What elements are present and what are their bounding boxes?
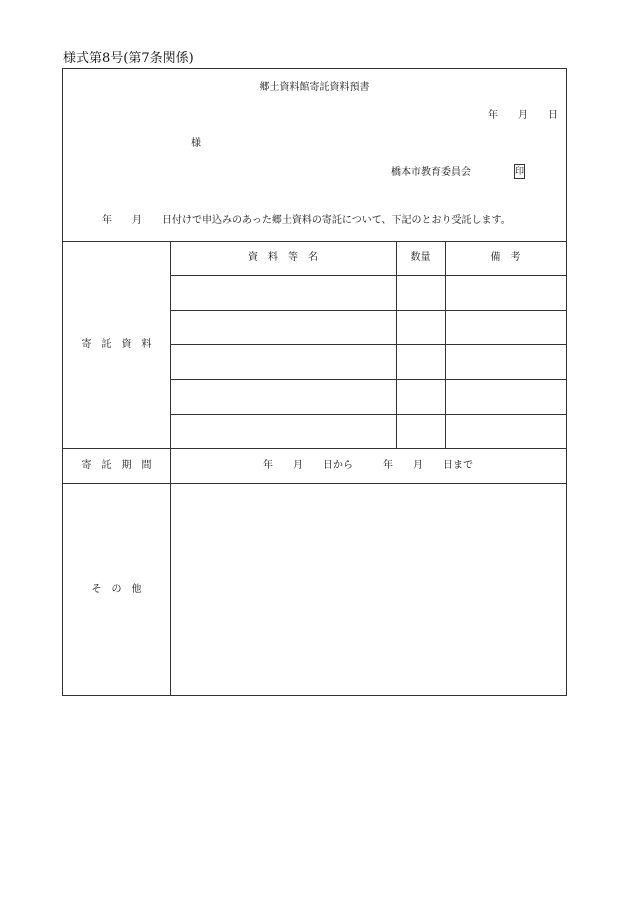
table-row xyxy=(171,380,566,414)
form-number: 様式第8号(第7条関係) xyxy=(63,51,194,66)
header-divider xyxy=(63,241,566,242)
column-header-quantity: 数量 xyxy=(410,252,431,263)
column-header-item-name: 資 料 等 名 xyxy=(248,252,318,263)
seal-stamp-box: 印 xyxy=(514,164,525,179)
deposit-receipt-form xyxy=(62,68,567,696)
table-row xyxy=(171,311,566,344)
deposit-period-value: 年 月 日から 年 月 日まで xyxy=(263,460,473,471)
statement-text: 年 月 日付けで申込みのあった郷土資料の寄託について、下記のとおり受託します。 xyxy=(102,215,511,226)
table-row xyxy=(171,345,566,379)
column-header-remarks: 備 考 xyxy=(490,252,521,263)
addressee-suffix: 様 xyxy=(191,138,201,149)
table-row xyxy=(171,415,566,448)
table-row xyxy=(171,276,566,310)
table-bottom-divider xyxy=(63,448,566,449)
other-notes-area[interactable] xyxy=(171,484,566,695)
issuer-name: 橋本市教育委員会 xyxy=(391,167,471,178)
document-title: 郷土資料館寄託資料預書 xyxy=(259,82,370,93)
issue-date-line: 年 月 日 xyxy=(488,110,558,121)
deposited-materials-label: 寄 託 資 料 xyxy=(81,339,152,350)
other-label: そ の 他 xyxy=(91,584,142,595)
deposit-period-label: 寄 託 期 間 xyxy=(81,460,152,471)
